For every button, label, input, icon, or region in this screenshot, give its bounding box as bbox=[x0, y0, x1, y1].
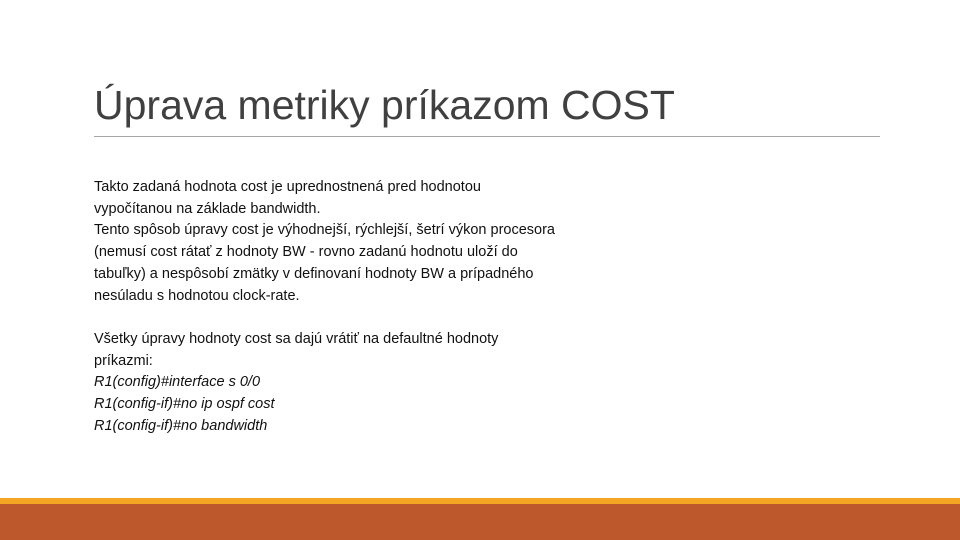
body-line: Tento spôsob úpravy cost je výhodnejší, rýchlejší, šetrí výkon procesora bbox=[94, 222, 555, 239]
paragraph-spacer bbox=[94, 307, 634, 329]
body-line: (nemusí cost rátať z hodnoty BW - rovno zadanú hodnotu uloží do bbox=[94, 244, 518, 261]
body-line: Takto zadaná hodnota cost je uprednostnená pred hodnotou bbox=[94, 179, 481, 195]
title-divider bbox=[94, 136, 880, 137]
command-line: R1(config-if)#no ip ospf cost bbox=[94, 396, 275, 413]
paragraph-reset-commands bbox=[94, 329, 634, 438]
body-line: príkazmi: bbox=[94, 352, 153, 369]
command-line: R1(config-if)#no bandwidth bbox=[94, 417, 268, 434]
body-line: Všetky úpravy hodnoty cost sa dajú vrátiť na defaultné hodnoty bbox=[94, 330, 499, 347]
paragraph-cost-explanation bbox=[94, 177, 634, 307]
footer-bar bbox=[0, 504, 960, 540]
body-line: tabuľky) a nespôsobí zmätky v definovaní hodnoty BW a prípadného bbox=[94, 265, 534, 282]
command-line: R1(config)#interface s 0/0 bbox=[94, 374, 261, 391]
slide-body bbox=[94, 177, 634, 437]
body-line: vypočítanou na základe bandwidth. bbox=[94, 200, 321, 217]
slide-title: Úprava metriky príkazom COST bbox=[94, 82, 675, 128]
body-line: nesúladu s hodnotou clock-rate. bbox=[94, 287, 300, 304]
